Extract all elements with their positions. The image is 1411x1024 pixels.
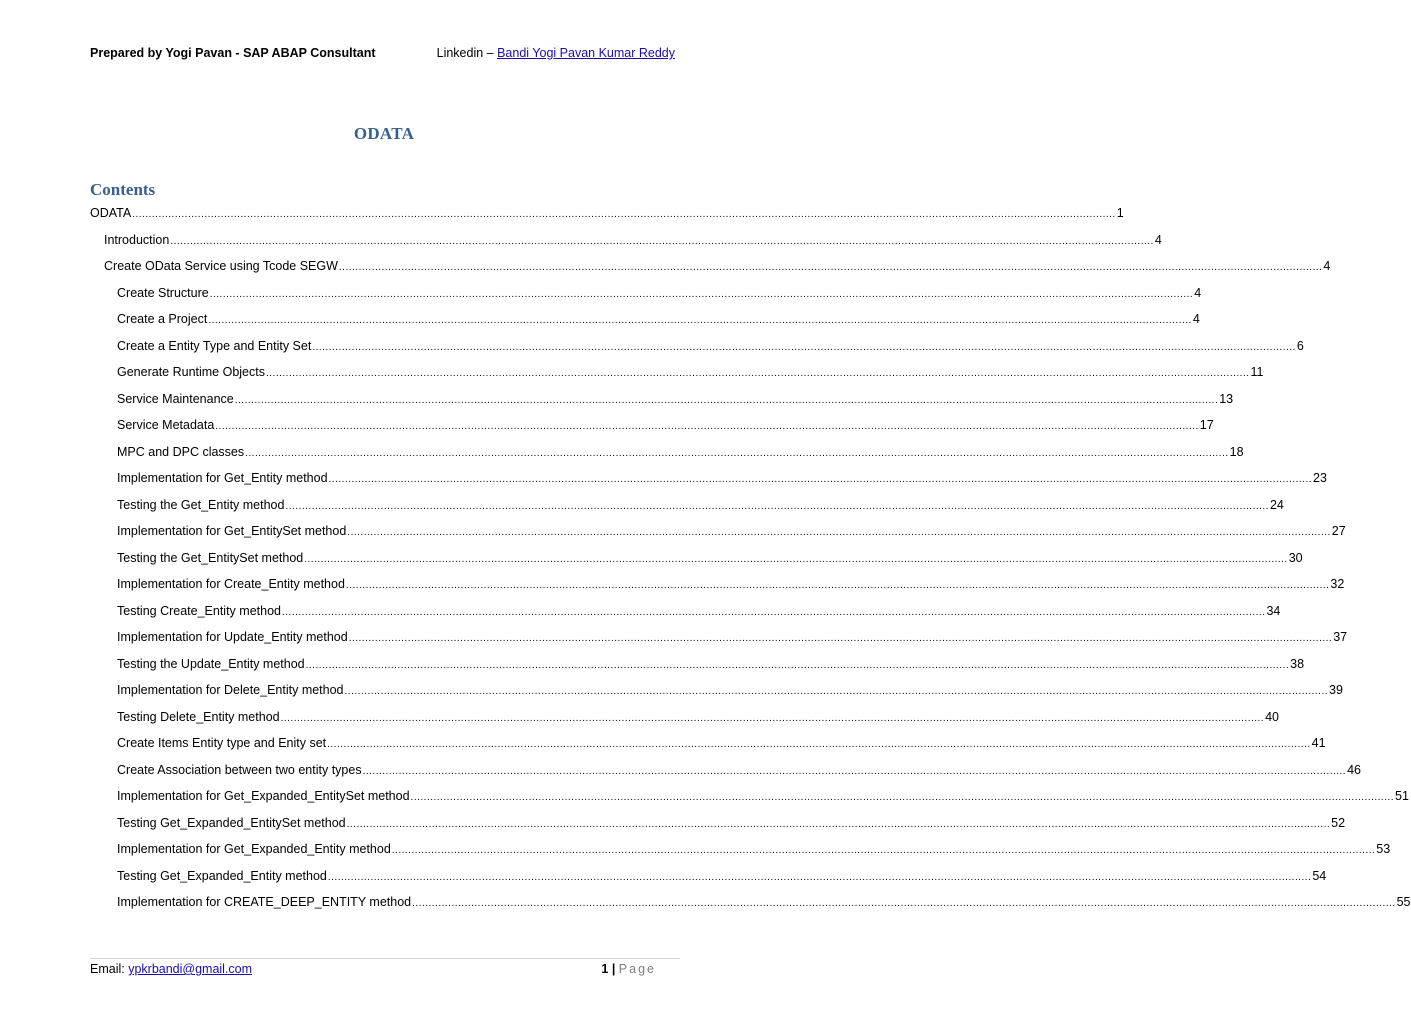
toc-entry-label: Implementation for Get_Expanded_EntitySet method — [117, 789, 410, 803]
toc-entry[interactable] — [90, 680, 1343, 707]
toc-entry-page: 52 — [1331, 815, 1346, 830]
toc-leader-dots: ............................................................................................................................................................................................................................................................................................................ — [215, 421, 1199, 432]
toc-entry[interactable] — [90, 707, 1279, 734]
page-footer — [90, 962, 656, 976]
toc-entry-label: Service Maintenance — [117, 391, 234, 406]
toc-entry-label: Testing Get_Expanded_Entity method — [117, 868, 327, 883]
toc-entry-page: 27 — [1331, 524, 1346, 538]
toc-entry-page: 46 — [1347, 762, 1361, 777]
toc-entry-page: 6 — [1296, 338, 1304, 353]
toc-entry[interactable] — [90, 362, 1264, 389]
toc-entry[interactable] — [90, 283, 1202, 310]
header-author: Prepared by Yogi Pavan - SAP ABAP Consultant — [90, 46, 376, 60]
toc-entry-label: Introduction — [104, 232, 170, 247]
page-word: Page — [618, 962, 656, 976]
toc-entry[interactable] — [90, 813, 1346, 840]
toc-entry-label: Create Items Entity type and Enity set — [117, 736, 327, 750]
toc-entry[interactable] — [90, 733, 1326, 760]
toc-leader-dots: ............................................................................................................................................................................................................................................................................................................ — [344, 686, 1329, 697]
toc-entry-page: 4 — [1192, 312, 1200, 326]
toc-entry[interactable] — [90, 574, 1345, 601]
toc-entry-page: 40 — [1265, 709, 1279, 724]
toc-leader-dots: ............................................................................................................................................................................................................................................................................................................ — [132, 209, 1116, 220]
document-title: ODATA — [353, 124, 415, 143]
toc-entry-label: Testing Delete_Entity method — [117, 709, 280, 724]
toc-entry[interactable] — [90, 892, 1411, 919]
toc-entry-page: 39 — [1329, 683, 1343, 697]
toc-entry-label: Create OData Service using Tcode SEGW — [104, 259, 338, 273]
toc-entry-page: 24 — [1269, 497, 1284, 512]
toc-leader-dots: ............................................................................................................................................................................................................................................................................................................ — [266, 368, 1250, 379]
toc-entry-page: 30 — [1288, 550, 1303, 565]
toc-entry[interactable] — [90, 442, 1244, 469]
toc-entry-label: Implementation for Create_Entity method — [117, 577, 345, 591]
email-link[interactable]: ypkrbandi@gmail.com — [128, 962, 253, 976]
page-header — [90, 46, 675, 60]
toc-leader-dots: ............................................................................................................................................................................................................................................................................................................ — [304, 553, 1288, 565]
table-of-contents — [90, 203, 1411, 919]
toc-entry-page: 11 — [1250, 365, 1264, 379]
toc-entry-page: 38 — [1290, 656, 1305, 671]
toc-leader-dots: ............................................................................................................................................................................................................................................................................................................ — [327, 871, 1312, 883]
toc-entry-label: Testing the Get_Entity method — [117, 497, 285, 512]
toc-entry-label: ODATA — [90, 206, 132, 220]
toc-entry-page: 41 — [1311, 736, 1326, 750]
toc-leader-dots: ............................................................................................................................................................................................................................................................................................................ — [208, 315, 1192, 326]
toc-entry-label: Testing the Update_Entity method — [117, 656, 305, 671]
toc-entry-page: 55 — [1396, 895, 1411, 909]
toc-entry-page: 13 — [1219, 391, 1234, 406]
toc-entry[interactable] — [90, 336, 1304, 363]
toc-entry-label: Implementation for Get_EntitySet method — [117, 524, 347, 538]
footer-divider — [90, 958, 680, 959]
toc-entry-page: 34 — [1266, 603, 1281, 618]
toc-entry[interactable] — [90, 866, 1327, 893]
toc-entry-page: 4 — [1154, 232, 1162, 247]
toc-leader-dots: ............................................................................................................................................................................................................................................................................................................ — [412, 898, 1396, 909]
toc-leader-dots: ............................................................................................................................................................................................................................................................................................................ — [281, 606, 1266, 618]
toc-entry[interactable] — [90, 521, 1346, 548]
toc-entry[interactable] — [90, 256, 1331, 283]
toc-leader-dots: ............................................................................................................................................................................................................................................................................................................ — [234, 394, 1219, 406]
toc-leader-dots: ............................................................................................................................................................................................................................................................................................................ — [328, 474, 1313, 485]
toc-entry[interactable] — [90, 415, 1214, 442]
toc-leader-dots: ............................................................................................................................................................................................................................................................................................................ — [280, 712, 1265, 724]
toc-entry[interactable] — [90, 760, 1361, 787]
header-linkedin — [437, 46, 675, 60]
toc-entry[interactable] — [90, 786, 1409, 813]
page-number — [601, 962, 656, 976]
toc-leader-dots: ............................................................................................................................................................................................................................................................................................................ — [305, 659, 1290, 671]
toc-entry-page: 37 — [1333, 630, 1348, 644]
toc-entry-page: 32 — [1330, 577, 1345, 591]
linkedin-label: Linkedin – — [436, 46, 498, 60]
toc-entry[interactable] — [90, 203, 1124, 230]
toc-leader-dots: ............................................................................................................................................................................................................................................................................................................ — [209, 288, 1194, 300]
toc-leader-dots: ............................................................................................................................................................................................................................................................................................................ — [312, 341, 1296, 353]
footer-email — [90, 962, 252, 976]
linkedin-link[interactable]: Bandi Yogi Pavan Kumar Reddy — [497, 46, 675, 60]
toc-entry[interactable] — [90, 309, 1200, 336]
toc-entry[interactable] — [90, 839, 1391, 866]
toc-entry-page: 23 — [1313, 471, 1327, 485]
toc-entry-page: 17 — [1199, 418, 1214, 432]
toc-entry-label: Implementation for Update_Entity method — [117, 630, 348, 644]
toc-entry-label: Implementation for CREATE_DEEP_ENTITY method — [117, 895, 412, 909]
toc-entry[interactable] — [90, 654, 1305, 681]
toc-entry-label: Testing Get_Expanded_EntitySet method — [117, 815, 346, 830]
toc-leader-dots: ............................................................................................................................................................................................................................................................................................................ — [391, 845, 1376, 856]
toc-entry-page: 54 — [1312, 868, 1327, 883]
toc-leader-dots: ............................................................................................................................................................................................................................................................................................................ — [410, 792, 1395, 803]
toc-leader-dots: ............................................................................................................................................................................................................................................................................................................ — [245, 447, 1229, 459]
toc-entry-label: Implementation for Get_Entity method — [117, 471, 328, 485]
contents-heading: Contents — [90, 180, 156, 199]
toc-entry-label: Service Metadata — [117, 418, 215, 432]
toc-entry[interactable] — [90, 468, 1327, 495]
toc-leader-dots: ............................................................................................................................................................................................................................................................................................................ — [327, 739, 1311, 750]
toc-entry-label: Testing Create_Entity method — [117, 603, 281, 618]
toc-leader-dots: ............................................................................................................................................................................................................................................................................................................ — [345, 580, 1330, 591]
toc-leader-dots: ............................................................................................................................................................................................................................................................................................................ — [362, 765, 1347, 777]
toc-entry-label: Create a Project — [117, 312, 208, 326]
toc-entry-label: Create a Entity Type and Entity Set — [117, 338, 312, 353]
toc-entry-label: Testing the Get_EntitySet method — [117, 550, 304, 565]
toc-entry-page: 53 — [1376, 842, 1391, 856]
toc-entry-label: Create Association between two entity types — [117, 762, 362, 777]
toc-leader-dots: ............................................................................................................................................................................................................................................................................................................ — [346, 818, 1331, 830]
toc-entry-label: Generate Runtime Objects — [117, 365, 265, 379]
page-number-value: 1 — [601, 962, 609, 976]
toc-entry-label: Implementation for Get_Expanded_Entity method — [117, 842, 391, 856]
toc-entry-page: 1 — [1116, 206, 1124, 220]
toc-leader-dots: ............................................................................................................................................................................................................................................................................................................ — [348, 633, 1333, 644]
toc-leader-dots: ............................................................................................................................................................................................................................................................................................................ — [347, 527, 1331, 538]
toc-entry-label: MPC and DPC classes — [117, 444, 245, 459]
toc-leader-dots: ............................................................................................................................................................................................................................................................................................................ — [338, 262, 1323, 273]
toc-entry-page: 4 — [1323, 259, 1331, 273]
toc-entry[interactable] — [90, 627, 1348, 654]
toc-entry-label: Create Structure — [117, 285, 209, 300]
toc-entry[interactable] — [90, 495, 1284, 522]
toc-entry-page: 51 — [1395, 789, 1409, 803]
toc-entry-label: Implementation for Delete_Entity method — [117, 683, 344, 697]
page-separator: | — [608, 962, 619, 976]
toc-entry[interactable] — [90, 389, 1234, 416]
toc-entry-page: 4 — [1194, 285, 1202, 300]
toc-entry[interactable] — [90, 601, 1281, 628]
toc-entry[interactable] — [90, 548, 1303, 575]
email-label: Email: — [90, 962, 129, 976]
toc-leader-dots: ............................................................................................................................................................................................................................................................................................................ — [170, 235, 1154, 247]
toc-entry[interactable] — [90, 230, 1162, 257]
toc-entry-page: 18 — [1229, 444, 1244, 459]
toc-leader-dots: ............................................................................................................................................................................................................................................................................................................ — [285, 500, 1269, 512]
